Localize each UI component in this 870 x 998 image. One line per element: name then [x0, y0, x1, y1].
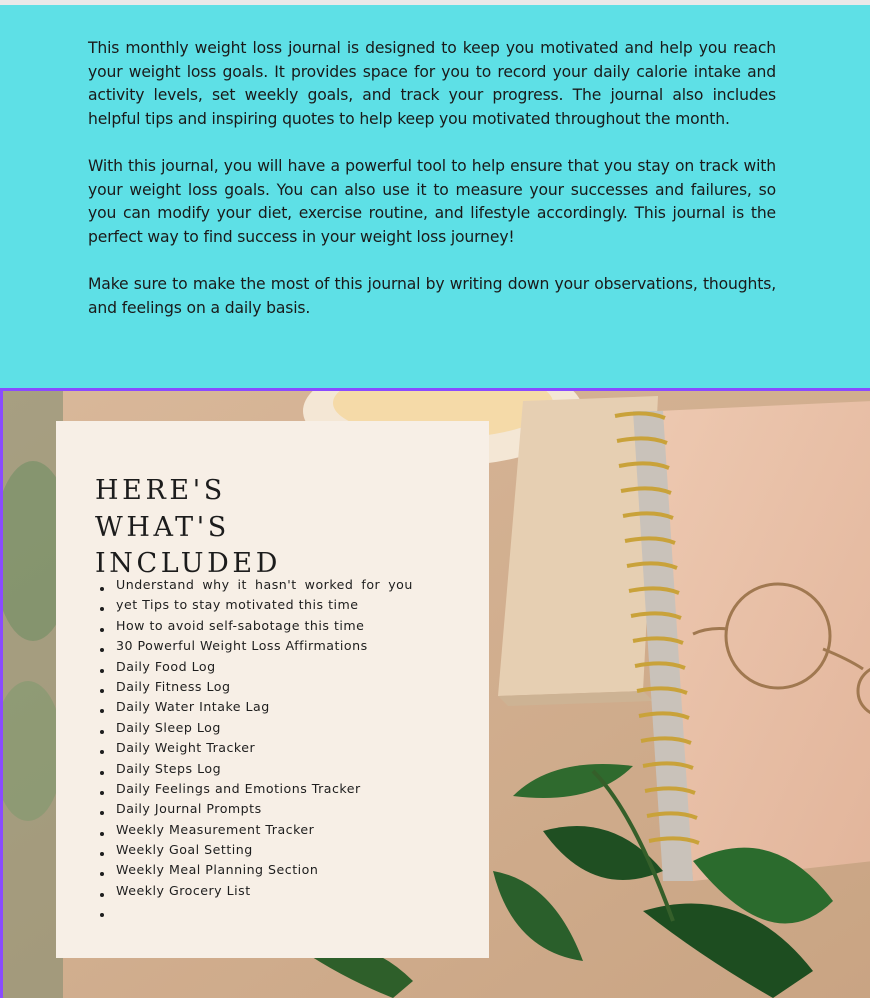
list-item: Daily Steps Log — [100, 759, 413, 779]
included-card — [56, 421, 489, 958]
list-item: Weekly Measurement Tracker — [100, 820, 413, 840]
included-title-line-3: INCLUDED — [95, 548, 281, 579]
intro-section — [0, 5, 870, 388]
list-item: Daily Food Log — [100, 657, 413, 677]
list-item: Daily Journal Prompts — [100, 799, 413, 819]
list-item: Daily Fitness Log — [100, 677, 413, 697]
list-item: Weekly Grocery List — [100, 881, 413, 901]
included-title-line-1: HERE'S — [95, 475, 226, 506]
list-item: Daily Sleep Log — [100, 718, 413, 738]
list-item: Daily Feelings and Emotions Tracker — [100, 779, 413, 799]
intro-paragraph-2: With this journal, you will have a powerful tool to help ensure that you stay on track with your weight loss goals. You can also use it to measure your successes and failures, so you can modify your diet, exercise routine, and lifestyle accordingly. This journal is the perfect way to find success in your weight loss journey! — [88, 157, 776, 246]
intro-paragraph-3: Make sure to make the most of this journal by writing down your observations, thoughts, and feelings on a daily basis. — [88, 275, 776, 317]
included-title-line-2: WHAT'S — [95, 511, 230, 543]
list-item: Weekly Meal Planning Section — [100, 860, 413, 880]
list-item: Weekly Goal Setting — [100, 840, 413, 860]
list-item: How to avoid self-sabotage this time — [100, 616, 413, 636]
list-item: Daily Water Intake Lag — [100, 697, 413, 717]
list-item: Daily Weight Tracker — [100, 738, 413, 758]
intro-paragraph-1: This monthly weight loss journal is designed to keep you motivated and help you reach your weight loss goals. It provides space for you to record your daily calorie intake and activity levels, set weekly goals, and track your progress. The journal also includes helpful tips and inspiring quotes to help keep you motivated throughout the month. — [88, 39, 776, 128]
list-item: yet Tips to stay motivated this time — [100, 595, 413, 615]
list-item-empty — [100, 901, 413, 921]
list-item: Understand why it hasn't worked for you — [100, 575, 413, 595]
list-item: 30 Powerful Weight Loss Affirmations — [100, 636, 413, 656]
included-title — [95, 473, 395, 583]
included-list — [100, 575, 413, 922]
